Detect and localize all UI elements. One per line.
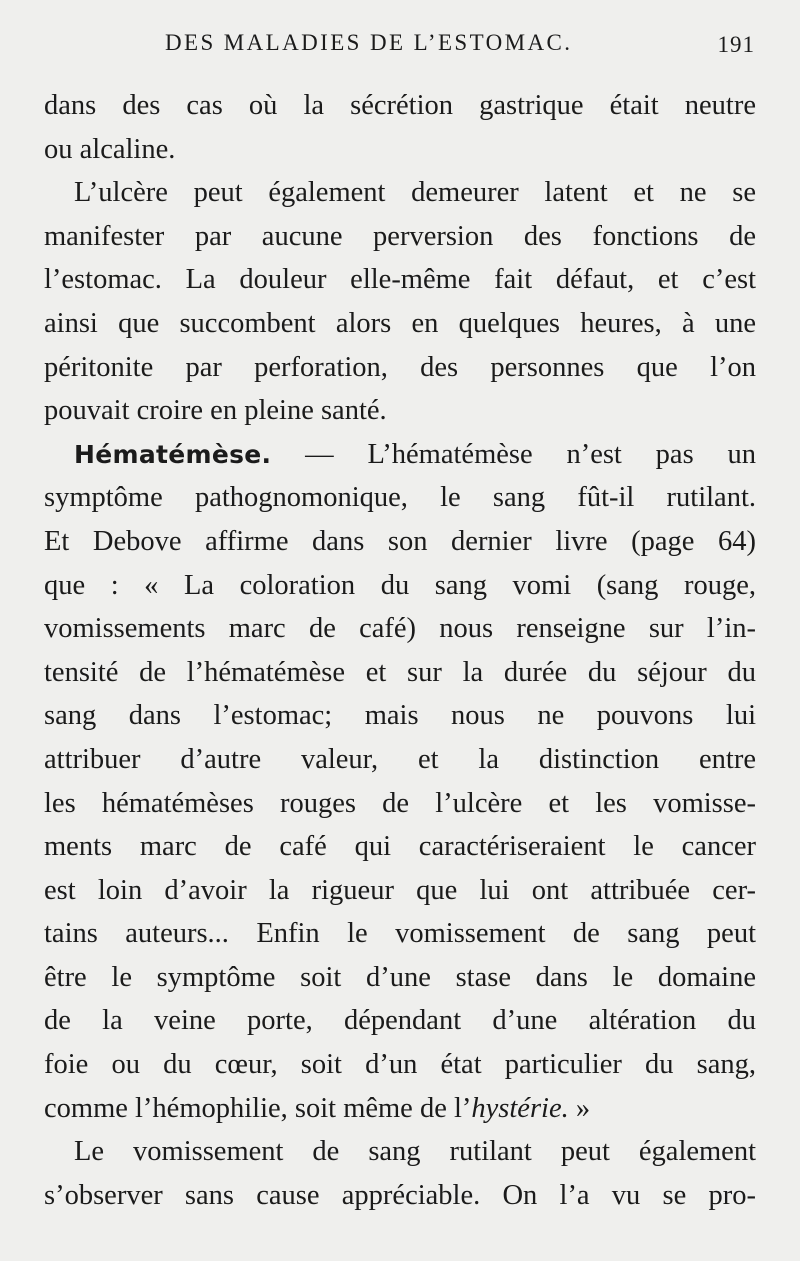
text-line: tensité de l’hématémèse et sur la durée du séjour du xyxy=(44,656,756,688)
text-line: dans des cas où la sécrétion gastrique était neutre xyxy=(44,90,756,121)
text-line: foie ou du cœur, soit d’un état particulier du sang, xyxy=(44,1049,756,1081)
text-line-with-heading xyxy=(44,433,756,477)
text-line: tains auteurs... Enfin le vomissement de sang peut xyxy=(44,918,756,950)
text-line: L’ulcère peut également demeurer latent et ne se xyxy=(74,177,756,209)
body-text xyxy=(44,84,756,1217)
closing-quote: » xyxy=(568,1092,591,1124)
text-line: les hématémèses rouges de l’ulcère et les vomisse- xyxy=(44,787,756,819)
text-line: ments marc de café qui caractériseraient le cancer xyxy=(44,831,756,863)
text-fragment: comme l’hémophilie, soit même de l’ xyxy=(44,1092,472,1124)
running-head-title: DES MALADIES DE L’ESTOMAC. xyxy=(165,30,573,55)
text-line: ou alcaline. xyxy=(44,133,176,165)
text-line: pouvait croire en pleine santé. xyxy=(44,395,387,427)
text-line: est loin d’avoir la rigueur que lui ont attribuée cer- xyxy=(44,874,756,906)
text-line: manifester par aucune perversion des fonctions de xyxy=(44,220,756,252)
running-head xyxy=(165,30,755,70)
text-fragment: — L’hématémèse n’est pas un xyxy=(305,438,756,470)
text-line: symptôme pathognomonique, le sang fût-il rutilant. xyxy=(44,482,756,514)
text-line: péritonite par perforation, des personnes que l’on xyxy=(44,351,756,383)
page-number: 191 xyxy=(717,32,755,57)
text-line: l’estomac. La douleur elle-même fait défaut, et c’est xyxy=(44,264,756,296)
text-line: Le vomissement de sang rutilant peut également xyxy=(74,1136,756,1168)
italic-word: hystérie. xyxy=(471,1092,569,1124)
text-line: attribuer d’autre valeur, et la distinction entre xyxy=(44,743,756,775)
text-line: sang dans l’estomac; mais nous ne pouvons lui xyxy=(44,700,756,732)
section-heading: Hématémèse. xyxy=(74,439,272,469)
text-line: Et Debove affirme dans son dernier livre (page 64) xyxy=(44,525,756,557)
text-line-with-italic xyxy=(44,1087,756,1131)
text-line: de la veine porte, dépendant d’une altération du xyxy=(44,1005,756,1037)
text-line: s’observer sans cause appréciable. On l’a vu se pro- xyxy=(44,1179,756,1211)
text-line: ainsi que succombent alors en quelques heures, à une xyxy=(44,307,756,339)
text-line: vomissements marc de café) nous renseigne sur l’in- xyxy=(44,613,756,645)
text-line: être le symptôme soit d’une stase dans le domaine xyxy=(44,961,756,993)
text-line: que : « La coloration du sang vomi (sang rouge, xyxy=(44,569,756,601)
